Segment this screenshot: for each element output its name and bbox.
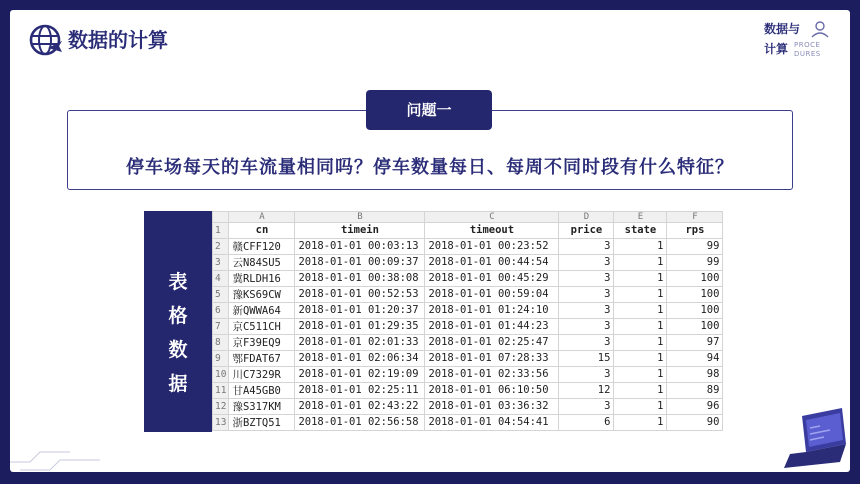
- column-letter: E: [614, 212, 667, 223]
- table-cell: 100: [667, 302, 723, 318]
- table-cell: 99: [667, 254, 723, 270]
- table-row: [213, 334, 723, 350]
- brand-en-line1: PROCE: [794, 41, 821, 49]
- globe-plane-icon: [28, 22, 64, 58]
- table-row: [213, 366, 723, 382]
- table-cell: 浙BZTQ51: [229, 414, 295, 430]
- table-cell: 3: [559, 286, 614, 302]
- table-cell: 100: [667, 286, 723, 302]
- table-cell: 2018-01-01 01:44:23: [425, 318, 559, 334]
- table-cell: 2018-01-01 01:20:37: [295, 302, 425, 318]
- field-row: [213, 223, 723, 239]
- side-label-char: 表: [168, 271, 188, 293]
- table-cell: 2018-01-01 02:56:58: [295, 414, 425, 430]
- table-cell: 15: [559, 350, 614, 366]
- table-cell: 89: [667, 382, 723, 398]
- row-number: 12: [213, 398, 229, 414]
- table-cell: 1: [614, 366, 667, 382]
- table-cell: 鄂FDAT67: [229, 350, 295, 366]
- table-cell: 100: [667, 270, 723, 286]
- table-cell: 6: [559, 414, 614, 430]
- table-cell: 1: [614, 238, 667, 254]
- slide: [10, 10, 850, 472]
- table-cell: 2018-01-01 02:25:11: [295, 382, 425, 398]
- table-cell: 2018-01-01 04:54:41: [425, 414, 559, 430]
- table-cell: 2018-01-01 00:52:53: [295, 286, 425, 302]
- table-cell: 97: [667, 334, 723, 350]
- table-cell: 川C7329R: [229, 366, 295, 382]
- table-cell: 豫KS69CW: [229, 286, 295, 302]
- table-cell: 赣CFF120: [229, 238, 295, 254]
- table-cell: 98: [667, 366, 723, 382]
- decorative-lines: [10, 432, 140, 472]
- column-letter: B: [295, 212, 425, 223]
- field-header: price: [559, 223, 614, 239]
- column-letter: A: [229, 212, 295, 223]
- corner-cell: [213, 212, 229, 223]
- table-row: [213, 318, 723, 334]
- table-cell: 1: [614, 318, 667, 334]
- table-cell: 3: [559, 238, 614, 254]
- table-cell: 1: [614, 398, 667, 414]
- table-cell: 京C511CH: [229, 318, 295, 334]
- side-label-char: 数: [168, 339, 188, 361]
- table-cell: 1: [614, 382, 667, 398]
- table-cell: 3: [559, 302, 614, 318]
- row-number: 9: [213, 350, 229, 366]
- table-cell: 2018-01-01 02:43:22: [295, 398, 425, 414]
- table-cell: 2018-01-01 00:03:13: [295, 238, 425, 254]
- table-cell: 3: [559, 366, 614, 382]
- brand-logo: [764, 20, 834, 64]
- table-row: [213, 270, 723, 286]
- column-header-row: [213, 212, 723, 223]
- table-cell: 12: [559, 382, 614, 398]
- table-row: [213, 382, 723, 398]
- question-tab: 问题一: [366, 90, 492, 130]
- table-cell: 2018-01-01 06:10:50: [425, 382, 559, 398]
- table-row: [213, 414, 723, 430]
- side-label-char: 格: [168, 305, 188, 327]
- table-cell: 1: [614, 350, 667, 366]
- table-cell: 2018-01-01 00:44:54: [425, 254, 559, 270]
- table-row: [213, 350, 723, 366]
- table-cell: 2018-01-01 07:28:33: [425, 350, 559, 366]
- table-cell: 99: [667, 238, 723, 254]
- spreadsheet: [212, 211, 725, 432]
- table-cell: 2018-01-01 02:25:47: [425, 334, 559, 350]
- row-number: 3: [213, 254, 229, 270]
- table-cell: 新QWWA64: [229, 302, 295, 318]
- row-number: 2: [213, 238, 229, 254]
- brand-text-line2: 计算: [764, 42, 789, 56]
- page-title: 数据的计算: [68, 28, 168, 52]
- row-number: 8: [213, 334, 229, 350]
- table-cell: 2018-01-01 00:23:52: [425, 238, 559, 254]
- table-cell: 1: [614, 254, 667, 270]
- table-cell: 2018-01-01 02:01:33: [295, 334, 425, 350]
- column-letter: C: [425, 212, 559, 223]
- table-row: [213, 398, 723, 414]
- user-icon: [808, 20, 830, 38]
- row-number: 10: [213, 366, 229, 382]
- table-cell: 94: [667, 350, 723, 366]
- table-cell: 1: [614, 334, 667, 350]
- brand-en-line2: DURES: [794, 50, 821, 58]
- table-cell: 2018-01-01 02:06:34: [295, 350, 425, 366]
- table-row: [213, 238, 723, 254]
- side-label-char: 据: [168, 373, 188, 395]
- row-number: 6: [213, 302, 229, 318]
- table-cell: 1: [614, 414, 667, 430]
- table-cell: 京F39EQ9: [229, 334, 295, 350]
- laptop-icon: [780, 406, 850, 472]
- row-number: 4: [213, 270, 229, 286]
- table-cell: 3: [559, 398, 614, 414]
- table-cell: 2018-01-01 00:38:08: [295, 270, 425, 286]
- row-number: 7: [213, 318, 229, 334]
- table-cell: 2018-01-01 00:59:04: [425, 286, 559, 302]
- field-header: state: [614, 223, 667, 239]
- table-cell: 3: [559, 254, 614, 270]
- table-cell: 100: [667, 318, 723, 334]
- table-data-label: [144, 211, 212, 432]
- table-cell: 2018-01-01 00:45:29: [425, 270, 559, 286]
- column-letter: F: [667, 212, 723, 223]
- table-cell: 3: [559, 334, 614, 350]
- table-cell: 2018-01-01 00:09:37: [295, 254, 425, 270]
- table-cell: 冀RLDH16: [229, 270, 295, 286]
- table-cell: 1: [614, 270, 667, 286]
- table-cell: 豫S317KM: [229, 398, 295, 414]
- table-cell: 2018-01-01 02:33:56: [425, 366, 559, 382]
- table-cell: 2018-01-01 02:19:09: [295, 366, 425, 382]
- field-header: rps: [667, 223, 723, 239]
- table-cell: 90: [667, 414, 723, 430]
- table-cell: 云N84SU5: [229, 254, 295, 270]
- table-row: [213, 302, 723, 318]
- table-cell: 2018-01-01 01:29:35: [295, 318, 425, 334]
- field-header: cn: [229, 223, 295, 239]
- row-number: 1: [213, 223, 229, 239]
- column-letter: D: [559, 212, 614, 223]
- data-table: [212, 211, 723, 431]
- table-cell: 1: [614, 286, 667, 302]
- field-header: timeout: [425, 223, 559, 239]
- table-row: [213, 286, 723, 302]
- row-number: 13: [213, 414, 229, 430]
- table-cell: 甘A45GB0: [229, 382, 295, 398]
- question-text: 停车场每天的车流量相同吗？停车数量每日、每周不同时段有什么特征？: [126, 157, 734, 178]
- table-cell: 2018-01-01 03:36:32: [425, 398, 559, 414]
- table-cell: 3: [559, 270, 614, 286]
- table-cell: 2018-01-01 01:24:10: [425, 302, 559, 318]
- table-cell: 3: [559, 318, 614, 334]
- row-number: 5: [213, 286, 229, 302]
- row-number: 11: [213, 382, 229, 398]
- field-header: timein: [295, 223, 425, 239]
- table-row: [213, 254, 723, 270]
- table-cell: 1: [614, 302, 667, 318]
- table-cell: 96: [667, 398, 723, 414]
- brand-text-line1: 数据与: [764, 22, 801, 36]
